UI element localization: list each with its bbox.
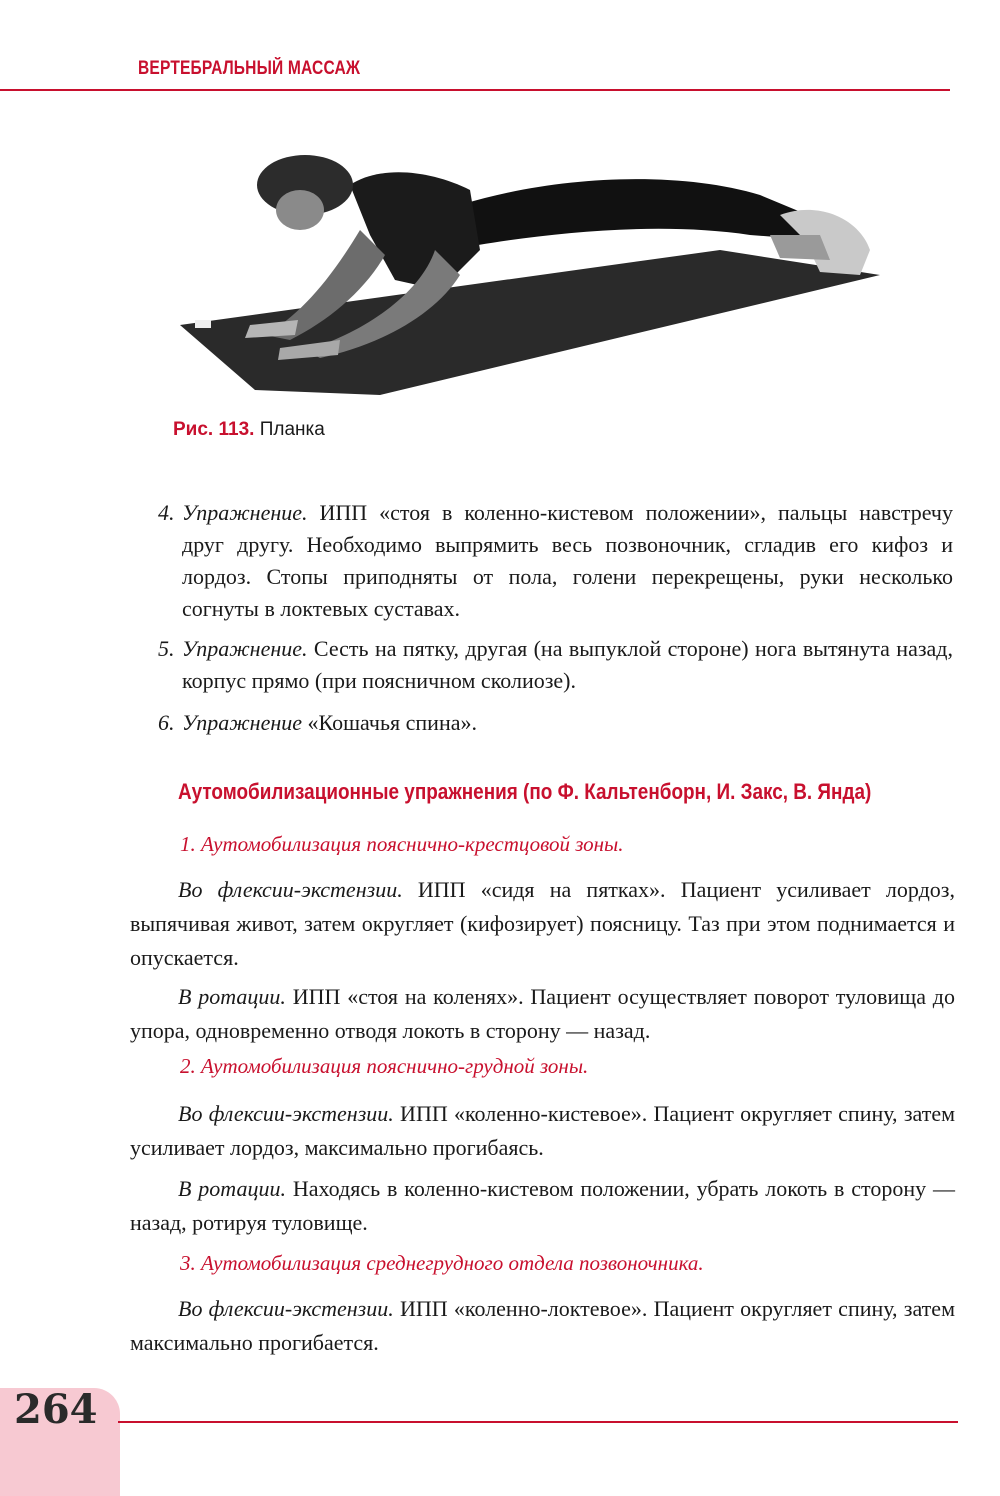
item-lead: Упражнение. (182, 500, 308, 525)
header-rule (0, 89, 950, 91)
subsection-heading-1: 1. Аутомобилизация пояснично-крестцовой зоны. (180, 832, 624, 856)
exercise-item-5 (158, 633, 953, 697)
exercise-item-6 (158, 707, 953, 739)
item-text: «Кошачья спина». (302, 710, 477, 735)
item-lead: Упражнение (182, 710, 303, 735)
footer-rule (118, 1421, 958, 1423)
paragraph-text: ИПП «коленно-кистевое». Пациент округляет спину, затем усиливает лордоз, максимально прогибаясь. (130, 1101, 956, 1160)
item-text: ИПП «стоя в коленно-кистевом положении», пальцы навстречу друг другу. Необходимо выпрямить весь позвоночник, сгладив его кифоз и лордоз. Стопы приподняты от пола, голени перекрещены, руки несколько согнуты в локтевых суставах. (182, 500, 953, 621)
paragraph-text: ИПП «коленно-локтевое». Пациент округляет спину, затем максимально прогибается. (130, 1296, 955, 1355)
item-text: Сесть на пятку, другая (на выпуклой стороне) нога вытянута назад, корпус прямо (при поясничном сколиозе). (182, 636, 953, 693)
paragraph-lead: В ротации. (178, 984, 286, 1009)
item-number: 6. (158, 710, 175, 735)
paragraph-text: ИПП «сидя на пятках». Пациент усиливает лордоз, выпячивая живот, затем округляет (кифозирует) поясницу. Таз при этом поднимается и опускается. (130, 877, 955, 970)
section-title: Аутомобилизационные упражнения (по Ф. Кальтенборн, И. Закс, В. Янда) (178, 779, 872, 804)
person-legs (420, 179, 820, 250)
paragraph-text: ИПП «стоя на коленях». Пациент осуществляет поворот туловища до упора, одновременно отводя локоть в сторону — назад. (130, 984, 955, 1043)
paragraph (130, 1292, 955, 1360)
subsection-heading-3: 3. Аутомобилизация среднегрудного отдела позвоночника. (180, 1251, 704, 1275)
figure-label: Рис. 113. (173, 419, 255, 440)
paragraph-lead: Во флексии-экстензии. (178, 1296, 394, 1321)
person-face (276, 190, 324, 230)
paragraph (130, 1172, 955, 1240)
paragraph (130, 1097, 955, 1165)
plank-photo (180, 140, 880, 395)
paragraph (130, 980, 955, 1048)
item-number: 5. (158, 636, 175, 661)
page-number: 264 (14, 1386, 98, 1433)
paragraph-lead: В ротации. (178, 1176, 286, 1201)
paragraph-text: Находясь в коленно-кистевом положении, убрать локоть в сторону — назад, ротируя туловище. (130, 1176, 955, 1235)
paragraph-lead: Во флексии-экстензии. (178, 1101, 394, 1126)
figure-title: Планка (259, 419, 325, 440)
mat-logo (195, 320, 211, 328)
running-head: ВЕРТЕБРАЛЬНЫЙ МАССАЖ (138, 58, 361, 79)
item-number: 4. (158, 500, 175, 525)
exercise-item-4 (158, 497, 953, 625)
figure-caption (173, 419, 325, 441)
item-lead: Упражнение. (182, 636, 308, 661)
subsection-heading-2: 2. Аутомобилизация пояснично-грудной зоны. (180, 1054, 589, 1078)
sneaker (770, 235, 830, 260)
paragraph (130, 873, 955, 975)
paragraph-lead: Во флексии-экстензии. (178, 877, 403, 902)
